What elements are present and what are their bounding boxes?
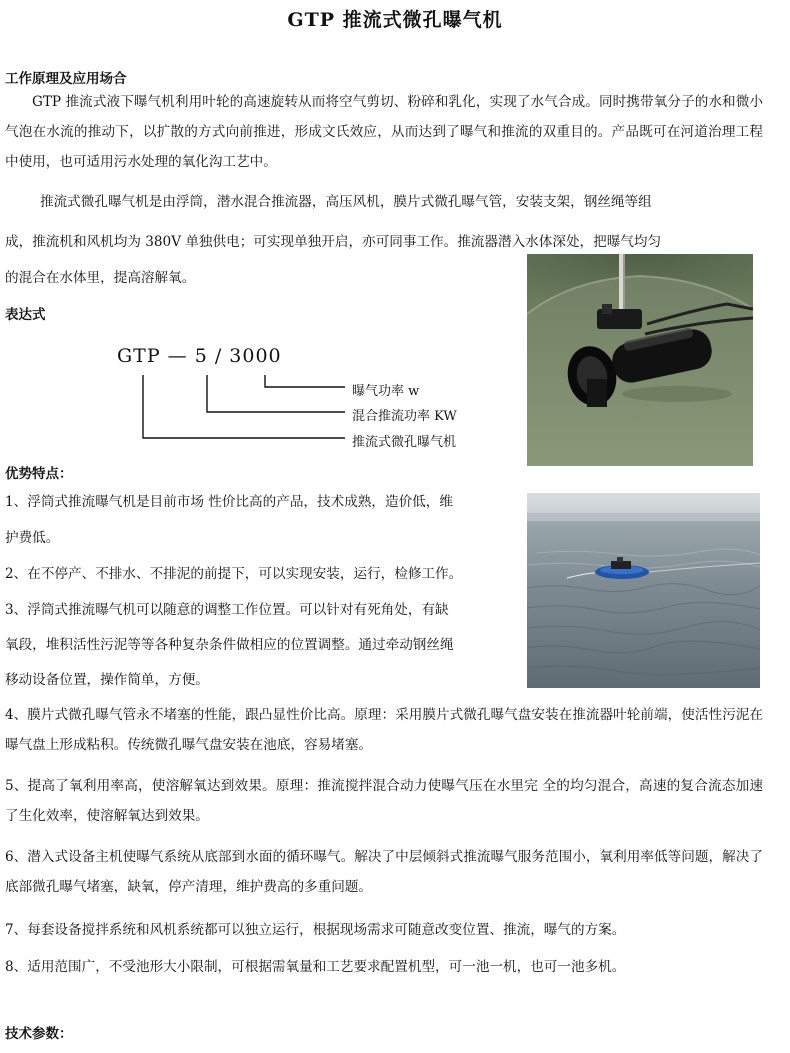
advantage-item-3-line-3: 移动设备位置，操作简单，方便。 <box>5 672 209 688</box>
aerator-tank-photo <box>527 254 753 466</box>
structure-paragraph-line-1: 推流式微孔曝气机是由浮筒，潜水混合推流器，高压风机，膜片式微孔曝气管，安装支架，钢丝绳等组 <box>40 194 652 210</box>
label-aeration-power: 曝气功率 w <box>352 384 420 399</box>
section-heading-expression: 表达式 <box>5 307 46 323</box>
advantage-item-6: 6、潜入式设备主机使曝气系统从底部到水面的循环曝气。解决了中层倾斜式推流曝气服务范围小，氧利用率低等问题，解决了底部微孔曝气堵塞，缺氧，停产清理，维护费高的多重问题。 <box>5 849 763 895</box>
principle-paragraph: GTP 推流式液下曝气机利用叶轮的高速旋转从而将空气剪切、粉碎和乳化，实现了水气合成。同时携带氧分子的水和微小气泡在水流的推动下，以扩散的方式向前推进，形成文氏效应，从而达到了曝气和推流的双重目的。产品既可在河道治理工程中使用，也可适用污水处理的氧化沟工艺中。 <box>5 94 763 170</box>
structure-paragraph-line-2: 成，推流机和风机均为 380V 单独供电；可实现单独开启，亦可同事工作。推流器潜入水体深处，把曝气均匀 <box>5 234 662 250</box>
floating-aerator-lake-photo <box>527 493 760 688</box>
section-heading-tech-params: 技术参数： <box>5 1026 73 1042</box>
label-machine-name: 推流式微孔曝气机 <box>352 435 457 450</box>
advantage-item-7: 7、每套设备搅拌系统和风机系统都可以独立运行，根据现场需求可随意改变位置、推流，曝气的方案。 <box>5 922 626 938</box>
advantage-item-2: 2、在不停产、不排水、不排泥的前提下，可以实现安装，运行，检修工作。 <box>5 566 463 582</box>
model-formula: GTP — 5 / 3000 <box>117 345 282 367</box>
formula-bracket-lines <box>0 0 520 460</box>
section-heading-advantages: 优势特点： <box>5 466 73 482</box>
advantage-item-1-line-2: 护费低。 <box>5 530 60 546</box>
section-heading-principle: 工作原理及应用场合 <box>5 71 127 87</box>
advantage-item-8: 8、适用范围广，不受池形大小限制，可根据需氧量和工艺要求配置机型，可一池一机，也可一池多机。 <box>5 959 626 975</box>
structure-paragraph-line-3: 的混合在水体里，提高溶解氧。 <box>5 270 196 286</box>
advantage-item-5: 5、提高了氧利用率高，使溶解氧达到效果。原理：推流搅拌混合动力使曝气压在水里完 全的均匀混合，高速的复合流态加速了生化效率，使溶解氧达到效果。 <box>5 778 763 824</box>
advantage-item-4: 4、膜片式微孔曝气管永不堵塞的性能，跟凸显性价比高。原理：采用膜片式微孔曝气盘安装在推流器叶轮前端，使活性污泥在曝气盘上形成粘积。传统微孔曝气盘安装在池底，容易堵塞。 <box>5 707 763 753</box>
advantage-item-3-line-2: 氧段，堆积活性污泥等等各种复杂条件做相应的位置调整。通过牵动钢丝绳 <box>5 637 454 653</box>
label-mixing-power: 混合推流功率 KW <box>352 409 457 424</box>
page-title: GTP 推流式微孔曝气机 <box>287 9 503 31</box>
advantage-item-3-line-1: 3、浮筒式推流曝气机可以随意的调整工作位置。可以针对有死角处，有缺 <box>5 602 449 618</box>
advantage-item-1-line-1: 1、浮筒式推流曝气机是目前市场 性价比高的产品，技术成熟，造价低，维 <box>5 494 453 510</box>
